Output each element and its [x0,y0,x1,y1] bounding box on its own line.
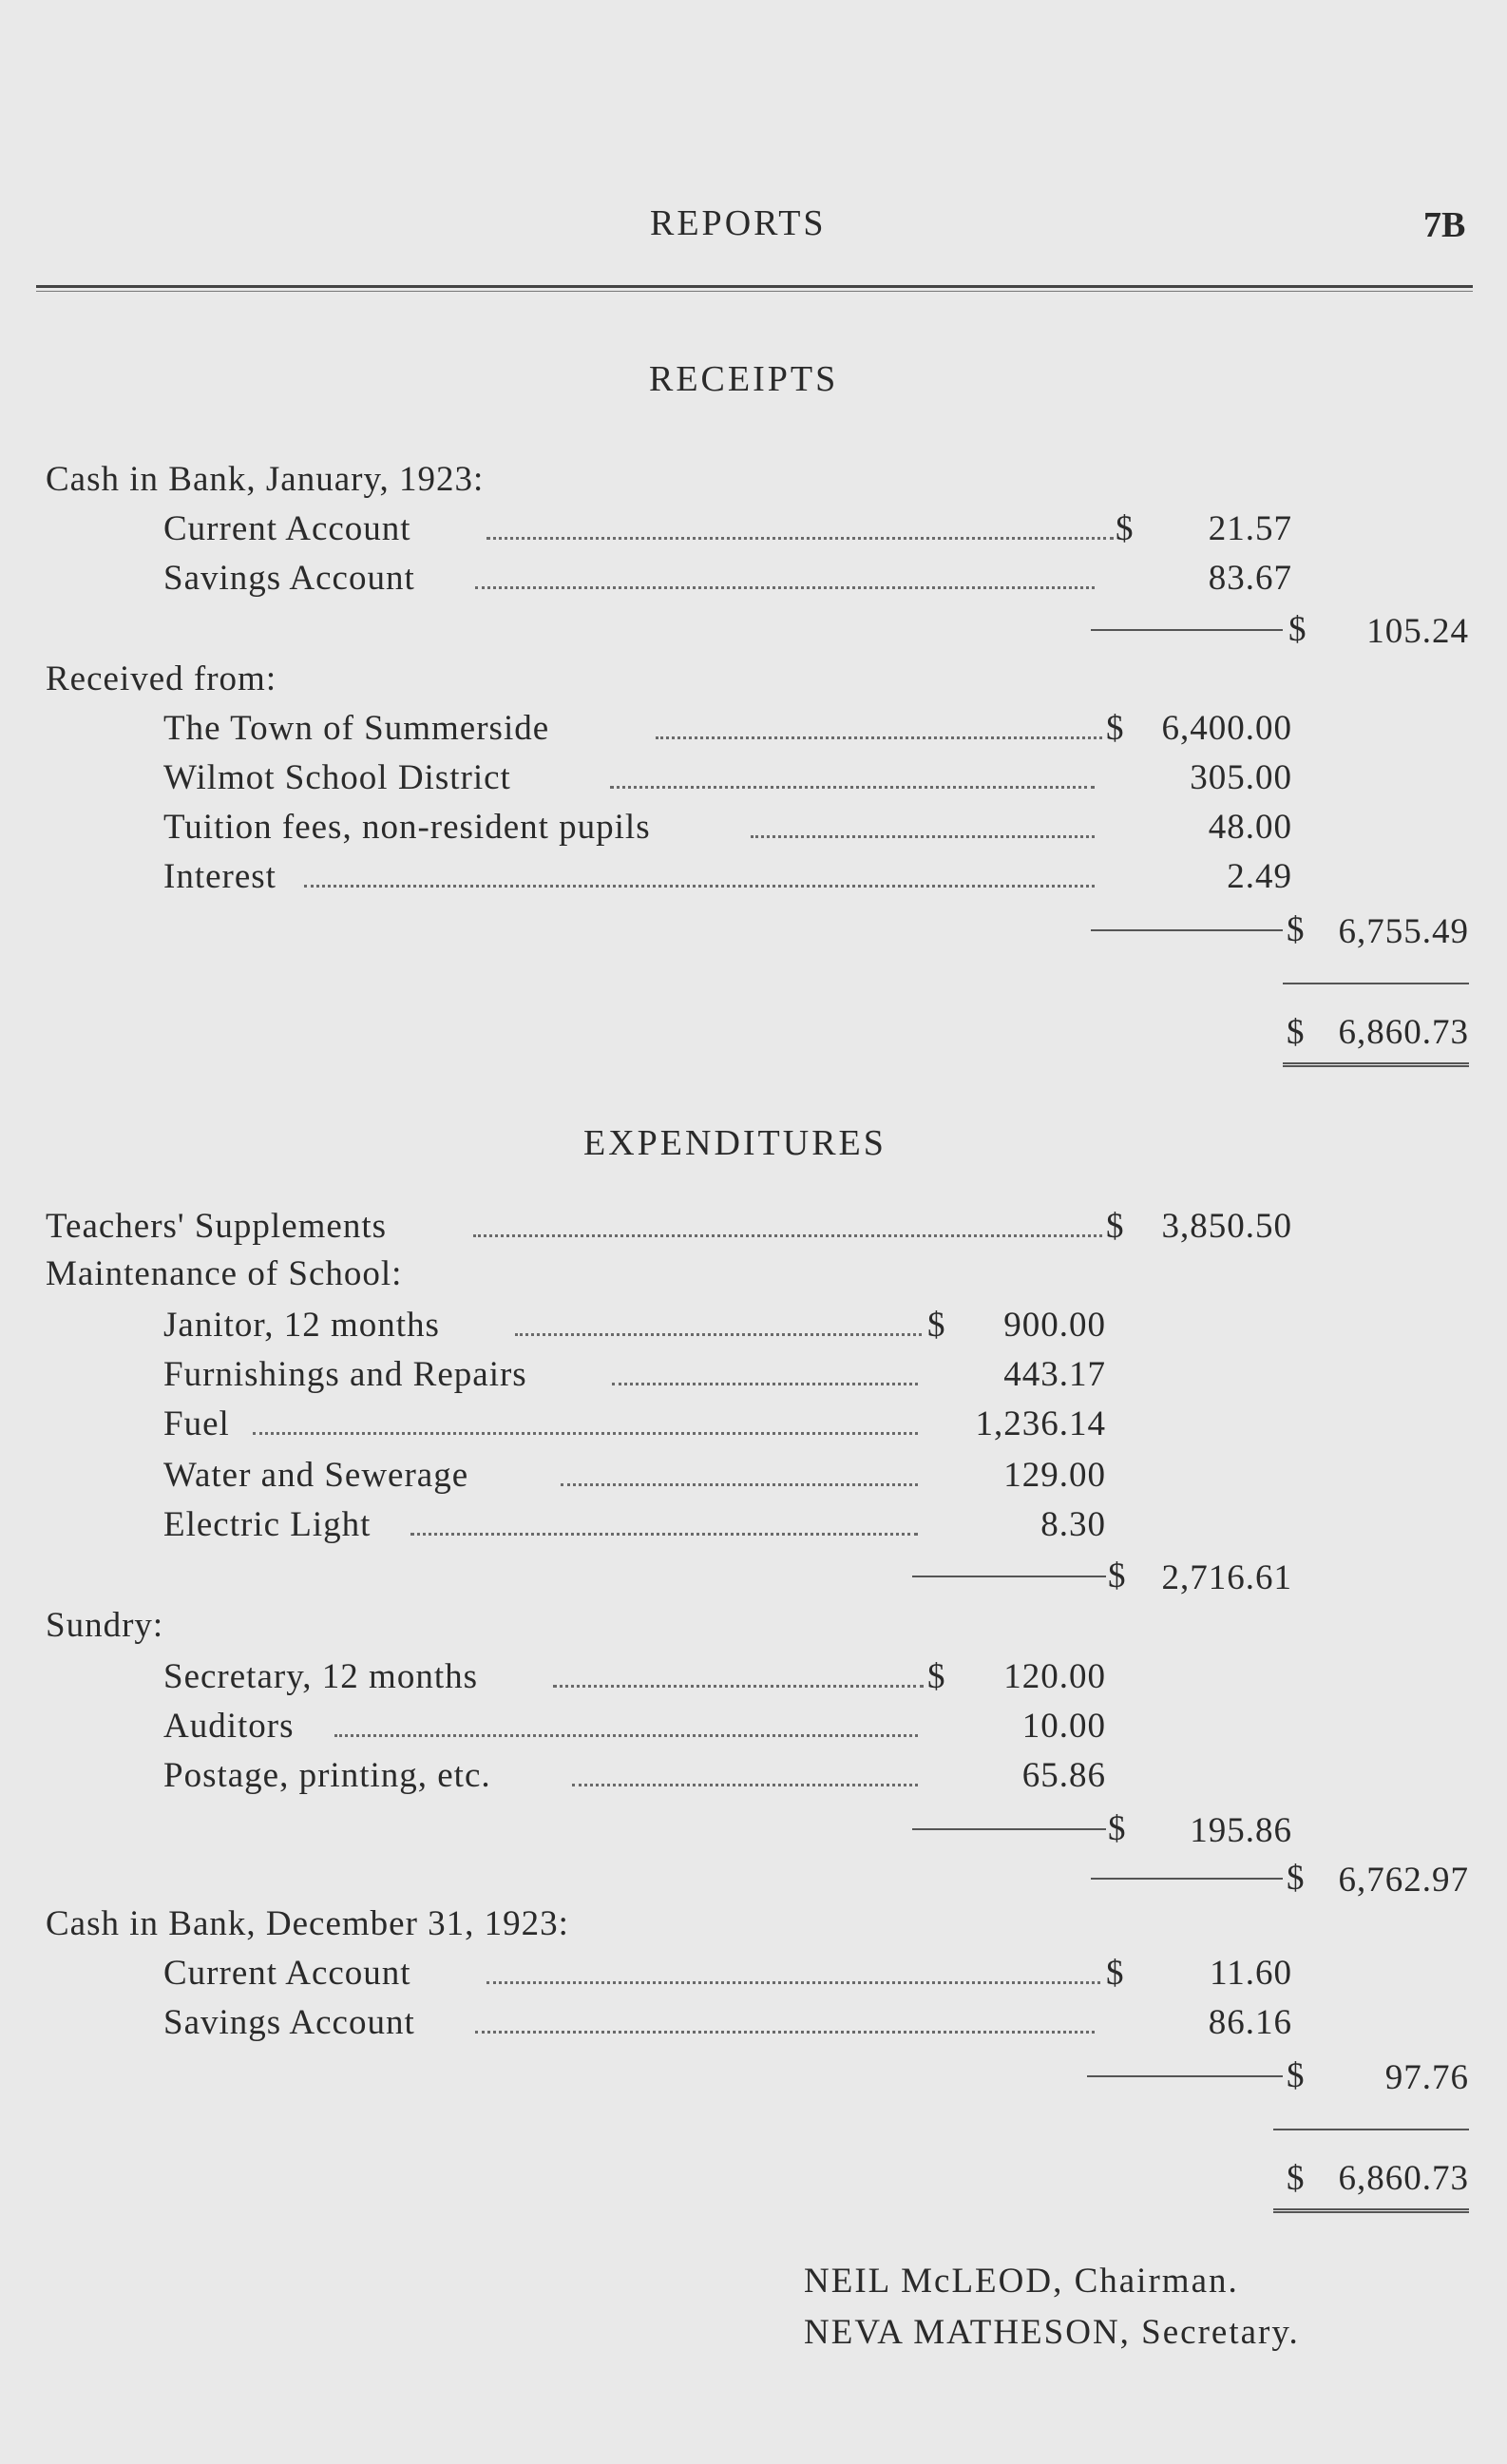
subtotal-dash [1091,1878,1283,1880]
running-header: REPORTS [650,203,827,243]
postage-value: 65.86 [1021,1756,1106,1795]
cash-dec-savings-value: 86.16 [1208,2003,1292,2042]
auditors-value: 10.00 [1021,1707,1106,1746]
secretary-label: Secretary, 12 months [163,1657,478,1696]
cash-jan-savings-value: 83.67 [1208,559,1292,598]
leader-dots [486,1981,1100,1984]
header-rule-thin [36,291,1473,292]
fuel-label: Fuel [163,1404,230,1443]
cash-dec-current-label: Current Account [163,1954,411,1993]
leader-dots [515,1333,922,1336]
leader-dots [751,835,1095,838]
currency-sign: $ [1287,1859,1306,1898]
leader-dots [656,736,1102,739]
interest-value: 2.49 [1227,857,1292,896]
town-value: 6,400.00 [1161,709,1292,748]
leader-dots [334,1734,918,1737]
expenditures-total: 6,860.73 [1338,2159,1469,2198]
currency-sign: $ [927,1657,946,1696]
total-double-rule [1283,1062,1469,1067]
currency-sign: $ [1287,910,1306,949]
auditors-label: Auditors [163,1707,295,1746]
maintenance-label: Maintenance of School: [46,1254,403,1293]
expenditure-total: 6,762.97 [1338,1861,1469,1900]
currency-sign: $ [1287,2159,1306,2198]
subtotal-dash [1091,629,1283,631]
cash-dec-subtotal: 97.76 [1384,2058,1469,2097]
currency-sign: $ [1287,2056,1306,2095]
leader-dots [410,1533,918,1536]
tuition-value: 48.00 [1208,808,1292,847]
tuition-label: Tuition fees, non-resident pupils [163,808,651,847]
expenditures-heading: EXPENDITURES [583,1123,887,1163]
leader-dots [561,1483,918,1486]
subtotal-dash [1091,929,1283,931]
leader-dots [553,1685,924,1688]
furnishings-label: Furnishings and Repairs [163,1355,527,1394]
water-label: Water and Sewerage [163,1456,469,1495]
wilmot-label: Wilmot School District [163,758,511,797]
page-number: 7B [1423,205,1466,245]
leader-dots [473,1234,1102,1237]
currency-sign: $ [1108,1557,1127,1595]
sum-rule [1273,2129,1469,2130]
currency-sign: $ [1106,709,1125,748]
currency-sign: $ [1288,610,1307,649]
janitor-value: 900.00 [1003,1306,1106,1345]
water-value: 129.00 [1003,1456,1106,1495]
leader-dots [475,586,1095,589]
secretary-signature: NEVA MATHESON, Secretary. [804,2313,1300,2352]
leader-dots [253,1432,918,1435]
currency-sign: $ [1287,1013,1306,1052]
received-from-label: Received from: [46,659,277,698]
leader-dots [610,786,1095,789]
receipts-heading: RECEIPTS [649,359,839,399]
currency-sign: $ [1116,509,1135,548]
leader-dots [486,537,1114,540]
leader-dots [475,2031,1095,2034]
sundry-label: Sundry: [46,1606,164,1645]
furnishings-value: 443.17 [1003,1355,1106,1394]
cash-dec-label: Cash in Bank, December 31, 1923: [46,1904,569,1943]
cash-dec-current-value: 11.60 [1210,1954,1292,1993]
maintenance-subtotal: 2,716.61 [1161,1558,1292,1597]
teachers-value: 3,850.50 [1161,1207,1292,1246]
leader-dots [304,885,1095,888]
teachers-label: Teachers' Supplements [46,1207,388,1246]
receipts-total: 6,860.73 [1338,1013,1469,1052]
subtotal-dash [1087,2075,1283,2077]
currency-sign: $ [1108,1809,1127,1848]
sum-rule [1283,983,1469,984]
received-subtotal: 6,755.49 [1338,912,1469,951]
leader-dots [572,1784,918,1786]
interest-label: Interest [163,857,277,896]
wilmot-value: 305.00 [1190,758,1292,797]
subtotal-dash [912,1576,1106,1577]
header-rule [36,285,1473,288]
postage-label: Postage, printing, etc. [163,1756,491,1795]
leader-dots [612,1383,918,1385]
fuel-value: 1,236.14 [975,1404,1106,1443]
secretary-value: 120.00 [1003,1657,1106,1696]
total-double-rule [1273,2208,1469,2213]
sundry-subtotal: 195.86 [1190,1811,1292,1850]
electric-value: 8.30 [1040,1505,1106,1544]
currency-sign: $ [927,1306,946,1345]
cash-jan-subtotal: 105.24 [1366,612,1469,651]
town-label: The Town of Summerside [163,709,550,748]
chairman-signature: NEIL McLEOD, Chairman. [804,2262,1239,2301]
electric-label: Electric Light [163,1505,372,1544]
cash-jan-label: Cash in Bank, January, 1923: [46,460,485,499]
cash-jan-savings-label: Savings Account [163,559,415,598]
cash-jan-current-value: 21.57 [1208,509,1292,548]
cash-dec-savings-label: Savings Account [163,2003,415,2042]
subtotal-dash [912,1828,1106,1830]
currency-sign: $ [1106,1954,1125,1993]
currency-sign: $ [1106,1207,1125,1246]
cash-jan-current-label: Current Account [163,509,411,548]
janitor-label: Janitor, 12 months [163,1306,440,1345]
